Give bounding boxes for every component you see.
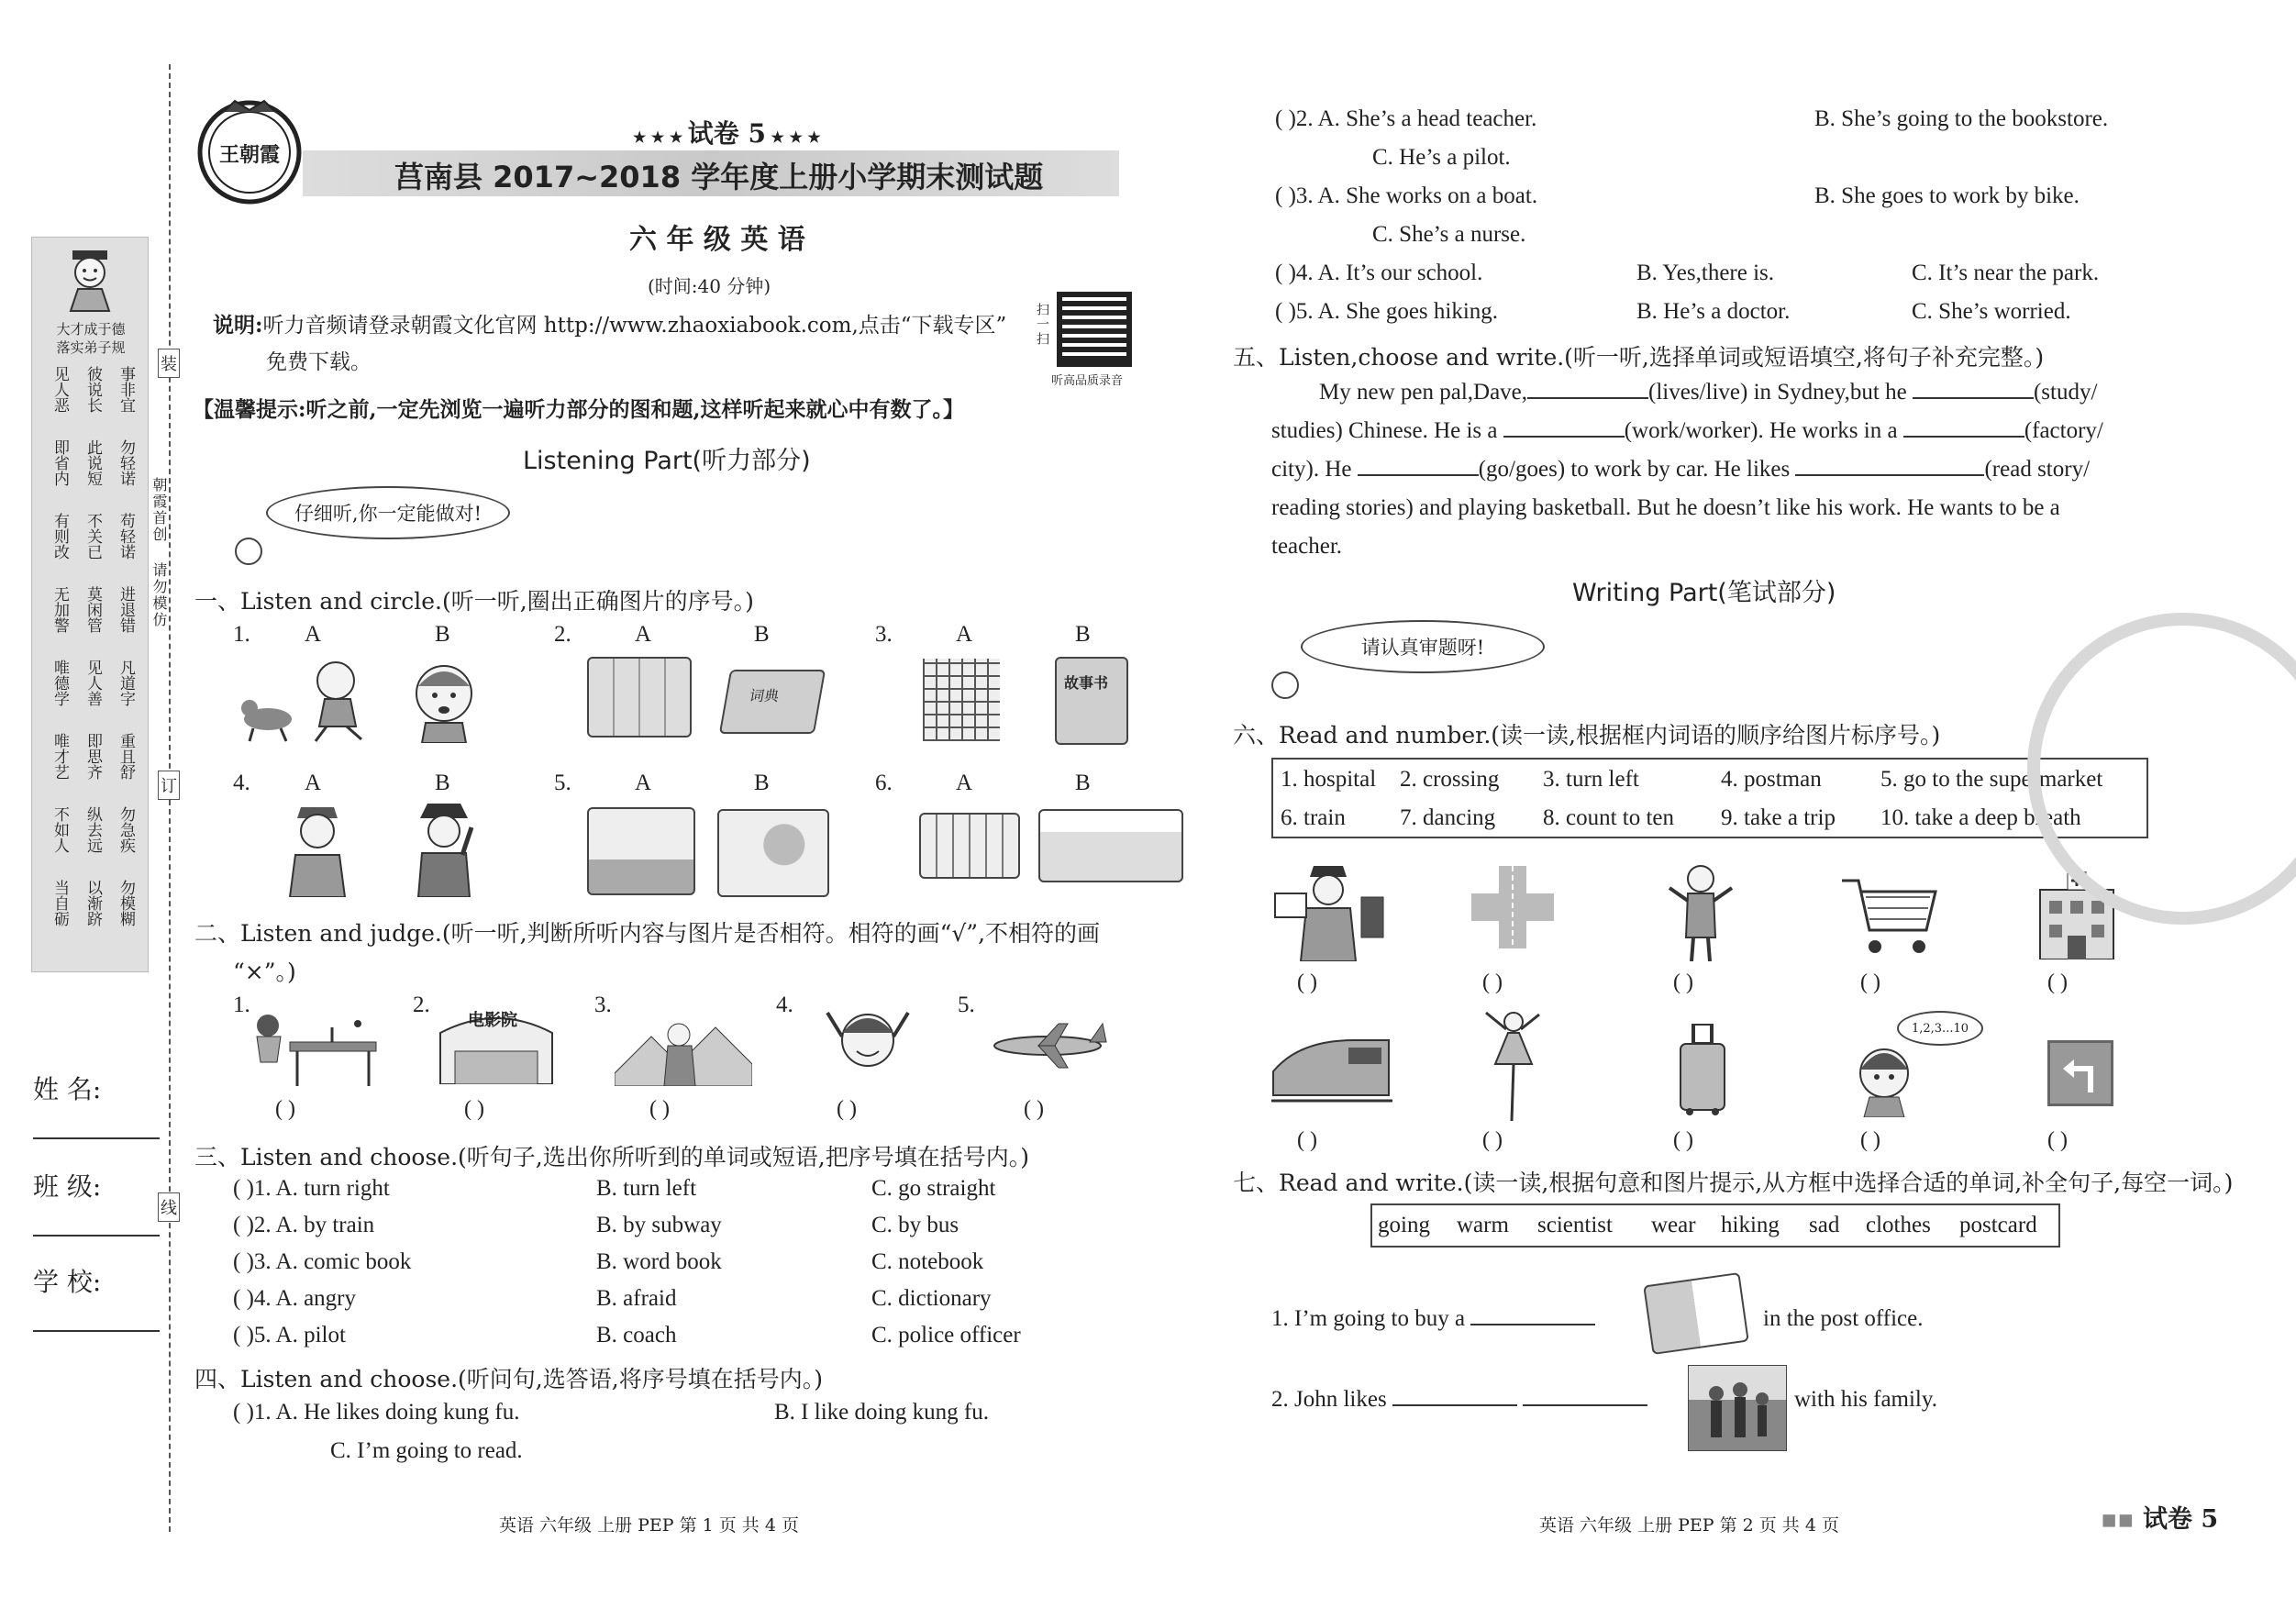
postcard-picture[interactable]	[1643, 1272, 1749, 1355]
encourage-bubble: 请认真审题呀!	[1301, 620, 1545, 673]
motto-text: 重且舒	[116, 733, 135, 780]
dancing-girl-picture[interactable]	[1481, 1007, 1545, 1126]
s7-q2: 2. John likes	[1271, 1387, 1647, 1413]
s7-word: sad	[1809, 1213, 1840, 1237]
motto-text: 以渐跻	[83, 880, 102, 926]
s1-b: B	[1075, 771, 1091, 795]
s2-answer-paren[interactable]: ( )	[464, 1097, 484, 1121]
motto-text: 勿急疾	[116, 806, 135, 853]
blank-input[interactable]	[1903, 436, 2024, 438]
postman-picture[interactable]	[1273, 860, 1389, 965]
street-buildings-picture[interactable]	[1038, 809, 1183, 882]
train-picture[interactable]	[1271, 1031, 1392, 1108]
s1-num: 2.	[554, 622, 571, 647]
angry-girl-picture[interactable]	[717, 809, 829, 897]
s7-q1-end: in the post office.	[1763, 1306, 1924, 1331]
s2-num: 4.	[776, 993, 793, 1017]
s6-answer-paren[interactable]: ( )	[2047, 970, 2068, 994]
s6-word: 10. take a deep breath	[1880, 805, 2081, 830]
woman-worker-picture[interactable]	[281, 800, 354, 901]
motto-text: 即省内	[50, 439, 69, 486]
s2-heading-cont: “×”。)	[233, 959, 296, 985]
s6-word: 4. postman	[1721, 767, 1822, 792]
comic-book-picture[interactable]	[587, 657, 692, 738]
name-field[interactable]	[33, 1070, 160, 1139]
s4-q4-b: B. Yes,there is.	[1636, 261, 1775, 285]
s4-q5-b: B. He’s a doctor.	[1636, 299, 1791, 324]
listening-part-title: Listening Part(听力部分)	[523, 447, 811, 475]
motto-text: 唯才艺	[50, 733, 69, 780]
s3-option-c: C. dictionary	[871, 1286, 992, 1311]
s7-q1: 1. I’m going to buy a	[1271, 1306, 1595, 1332]
blank-input[interactable]	[1358, 474, 1479, 476]
cinema-sign: 电影院	[468, 1011, 517, 1030]
s2-answer-paren[interactable]: ( )	[649, 1097, 670, 1121]
blank-input[interactable]	[1795, 474, 1984, 476]
blank-input[interactable]	[1503, 436, 1625, 438]
s6-answer-paren[interactable]: ( )	[1297, 1128, 1317, 1152]
s1-num: 3.	[875, 622, 893, 647]
s3-option-c: C. by bus	[871, 1213, 959, 1237]
s7-word: clothes	[1866, 1213, 1931, 1237]
cut-mark: 订	[158, 771, 180, 800]
time-note: (时间:40 分钟)	[648, 275, 771, 297]
listening-tip: 【温馨提示:听之前,一定先浏览一遍听力部分的图和题,这样听起来就心中有数了。】	[193, 397, 965, 422]
footer-right: 英语 六年级 上册 PEP 第 2 页 共 4 页	[1539, 1515, 1839, 1536]
s5-line: studies) Chinese. He is a (work/worker). He works in a (factory/	[1271, 418, 2103, 443]
police-officer-picture[interactable]	[407, 800, 481, 901]
storybook-label: 故事书	[1064, 674, 1109, 692]
s1-heading: 一、Listen and circle.(听一听,圈出正确图片的序号。)	[194, 588, 754, 615]
s2-answer-paren[interactable]: ( )	[275, 1097, 295, 1121]
class-field[interactable]	[33, 1167, 160, 1237]
count-thought-bubble: 1,2,3...10	[1897, 1011, 1983, 1046]
s2-num: 1.	[233, 993, 250, 1017]
crossing-picture[interactable]	[1471, 866, 1554, 952]
motto-panel	[31, 237, 149, 972]
subject-title: 六 年 级 英 语	[629, 224, 805, 256]
s7-word: wear	[1651, 1213, 1696, 1237]
s1-b: B	[1075, 622, 1091, 647]
s1-a: A	[635, 771, 652, 795]
s1-num: 4.	[233, 771, 250, 795]
s6-word: 9. take a trip	[1721, 805, 1836, 830]
s7-q2-end: with his family.	[1794, 1387, 1938, 1412]
paper-tag: ★ ★ ★ 试卷 5 ★ ★ ★	[633, 118, 821, 149]
motto-text: 当自砺	[50, 880, 69, 926]
writing-part-title: Writing Part(笔试部分)	[1572, 579, 1836, 607]
s3-option-b: B. coach	[596, 1323, 677, 1347]
s4-q4-a[interactable]: ( )4. A. It’s our school.	[1275, 261, 1483, 285]
s6-word: 3. turn left	[1543, 767, 1639, 792]
s1-a: A	[305, 622, 322, 647]
qr-side-label: 扫一扫	[1035, 303, 1049, 347]
qr-code[interactable]	[1057, 292, 1132, 367]
s6-word: 7. dancing	[1400, 805, 1496, 830]
s4-q5-a[interactable]: ( )5. A. She goes hiking.	[1275, 299, 1499, 324]
office-scene-picture[interactable]	[587, 807, 695, 895]
s4-q2-b: B. She’s going to the bookstore.	[1814, 106, 2109, 131]
happy-boy-picture[interactable]	[824, 1000, 912, 1092]
s5-heading: 五、Listen,choose and write.(听一听,选择单词或短语填空,将句子补充完整。)	[1233, 344, 2045, 371]
publisher-logo	[196, 99, 303, 205]
s4-q1-a[interactable]: ( )1. A. He likes doing kung fu.	[233, 1400, 520, 1425]
s1-b: B	[754, 622, 770, 647]
scared-boy-picture[interactable]	[407, 657, 481, 747]
motto-text: 事非宜	[116, 366, 135, 413]
shopping-cart-picture[interactable]	[1838, 875, 1941, 961]
motto-text: 纵去远	[83, 806, 102, 853]
copyright-warning: 朝霞首创 请勿模仿	[150, 477, 168, 628]
s4-q3-a[interactable]: ( )3. A. She works on a boat.	[1275, 183, 1538, 208]
s3-option-c: C. go straight	[871, 1176, 996, 1201]
s6-word: 1. hospital	[1281, 767, 1377, 792]
s3-row[interactable]: ( )5. A. pilot	[233, 1323, 346, 1347]
s5-line: teacher.	[1271, 534, 1343, 559]
s7-word: scientist	[1537, 1213, 1613, 1237]
s6-word: 2. crossing	[1400, 767, 1500, 792]
encourage-bubble: 仔细听,你一定能做对!	[266, 486, 510, 539]
s4-q2-a[interactable]: ( )2. A. She’s a head teacher.	[1275, 106, 1537, 131]
s7-word: hiking	[1721, 1213, 1780, 1237]
class-label: 班 级:	[33, 1171, 102, 1202]
motto-text: 见人善	[83, 660, 102, 706]
s3-row[interactable]: ( )1. A. turn right	[233, 1176, 390, 1201]
motto-text: 不关已	[83, 513, 102, 560]
s3-heading: 三、Listen and choose.(听句子,选出你所听到的单词或短语,把序号填在括号内。)	[194, 1144, 1029, 1170]
s3-option-c: C. notebook	[871, 1249, 984, 1274]
motto-text: 此说短	[83, 439, 102, 486]
instruction: 说明:听力音频请登录朝霞文化官网 http://www.zhaoxiabook.com,点击“下载专区”	[213, 313, 1007, 338]
motto-text: 有则改	[50, 513, 69, 560]
school-line[interactable]	[33, 1330, 160, 1332]
word-book-picture[interactable]	[719, 670, 826, 734]
s2-num: 2.	[413, 993, 430, 1017]
hiking-family-picture[interactable]	[1688, 1365, 1787, 1451]
motto-text: 凡道字	[116, 660, 135, 706]
dog-chasing-boy-picture[interactable]	[237, 657, 374, 747]
blank-input[interactable]	[1913, 397, 2034, 399]
name-line[interactable]	[33, 1137, 160, 1139]
motto-text: 勿轻诺	[116, 439, 135, 486]
s7-word: postcard	[1959, 1213, 2037, 1237]
motto-text: 不如人	[50, 806, 69, 853]
s3-option-c: C. police officer	[871, 1323, 1021, 1347]
s6-answer-paren[interactable]: ( )	[1673, 1128, 1693, 1152]
crossword-picture[interactable]	[923, 659, 1000, 741]
class-line[interactable]	[33, 1235, 160, 1237]
s2-num: 5.	[958, 993, 975, 1017]
cut-mark: 装	[158, 349, 180, 378]
s2-answer-paren[interactable]: ( )	[837, 1097, 857, 1121]
s5-line: My new pen pal,Dave, (lives/live) in Sydney,but he (study/	[1319, 380, 2098, 405]
counting-girl-picture[interactable]	[1851, 1037, 1924, 1121]
turn-left-sign-picture[interactable]	[2047, 1040, 2113, 1106]
s4-q1-b: B. I like doing kung fu.	[774, 1400, 990, 1425]
suitcase-picture[interactable]	[1677, 1024, 1728, 1119]
s6-word: 5. go to the supermarket	[1880, 767, 2103, 792]
cinema-picture[interactable]	[435, 1005, 558, 1084]
s4-q1-c: C. I’m going to read.	[330, 1438, 523, 1463]
motto-text: 唯德学	[50, 660, 69, 706]
mountain-climber-picture[interactable]	[615, 1009, 752, 1090]
s4-heading: 四、Listen and choose.(听问句,选答语,将序号填在括号内。)	[194, 1366, 823, 1392]
footer-left: 英语 六年级 上册 PEP 第 1 页 共 4 页	[499, 1515, 799, 1536]
s4-q3-b: B. She goes to work by bike.	[1814, 183, 2080, 208]
s6-answer-paren[interactable]: ( )	[2047, 1128, 2068, 1152]
motto-text: 即思齐	[83, 733, 102, 780]
s3-option-b: B. by subway	[596, 1213, 722, 1237]
s5-line: reading stories) and playing basketball. But he doesn’t like his work. He wants to be a	[1271, 495, 2060, 520]
s6-answer-paren[interactable]: ( )	[1673, 970, 1693, 994]
s4-q2-c: C. He’s a pilot.	[1372, 145, 1511, 170]
blank-input[interactable]	[1470, 1324, 1595, 1325]
s1-a: A	[956, 622, 973, 647]
s4-q3-c: C. She’s a nurse.	[1372, 222, 1526, 247]
s3-row[interactable]: ( )4. A. angry	[233, 1286, 356, 1311]
motto-text: 无加警	[50, 586, 69, 633]
s2-answer-paren[interactable]: ( )	[1024, 1097, 1044, 1121]
motto-text: 苟轻诺	[116, 513, 135, 560]
s6-answer-paren[interactable]: ( )	[1860, 970, 1880, 994]
s1-b: B	[754, 771, 770, 795]
s6-answer-paren[interactable]: ( )	[1482, 970, 1503, 994]
s6-answer-paren[interactable]: ( )	[1482, 1128, 1503, 1152]
s6-word: 8. count to ten	[1543, 805, 1675, 830]
smiley-icon	[1271, 671, 1299, 699]
ping-pong-picture[interactable]	[240, 1009, 378, 1090]
instruction-line2: 免费下载。	[266, 350, 372, 374]
s6-answer-paren[interactable]: ( )	[1297, 970, 1317, 994]
s3-option-b: B. turn left	[596, 1176, 697, 1201]
s5-line: city). He (go/goes) to work by car. He likes (read story/	[1271, 457, 2091, 482]
corner-tag: ▪▪ 试卷 5	[2101, 1505, 2219, 1534]
logo-text: 王朝霞	[218, 143, 280, 167]
s3-option-b: B. word book	[596, 1249, 722, 1274]
s7-word: warm	[1457, 1213, 1509, 1237]
s4-q4-c: C. It’s near the park.	[1912, 261, 2100, 285]
supermarket-picture[interactable]	[919, 813, 1020, 879]
s2-num: 3.	[594, 993, 612, 1017]
motto-text: 勿模糊	[116, 880, 135, 926]
airplane-picture[interactable]	[989, 1018, 1108, 1077]
cut-mark: 线	[158, 1192, 180, 1222]
s1-a: A	[305, 771, 322, 795]
s7-word: going	[1378, 1213, 1430, 1237]
motto-text: 莫闲管	[83, 586, 102, 633]
qr-caption: 听高品质录音	[1051, 374, 1124, 388]
s3-option-b: B. afraid	[596, 1286, 677, 1311]
blank-input[interactable]	[1392, 1404, 1517, 1406]
s6-word: 6. train	[1281, 805, 1346, 830]
storybook-picture[interactable]	[1055, 657, 1128, 745]
smiley-icon	[235, 538, 262, 565]
school-label: 学 校:	[33, 1267, 102, 1297]
s1-num: 1.	[233, 622, 250, 647]
s1-a: A	[635, 622, 652, 647]
s1-a: A	[956, 771, 973, 795]
motto-grid	[39, 366, 142, 962]
s7-heading: 七、Read and write.(读一读,根据句意和图片提示,从方框中选择合适的单词,补全句子,每空一词。)	[1233, 1170, 2234, 1196]
page-title: 莒南县 2017~2018 学年度上册小学期末测试题	[394, 160, 1044, 194]
s3-row[interactable]: ( )3. A. comic book	[233, 1249, 412, 1274]
s6-heading: 六、Read and number.(读一读,根据框内词语的顺序给图片标序号。)	[1233, 722, 1941, 749]
s2-heading: 二、Listen and judge.(听一听,判断所听内容与图片是否相符。相符的画“√”,不相符的画	[194, 920, 1101, 947]
s6-answer-paren[interactable]: ( )	[1860, 1128, 1880, 1152]
motto-text: 见人恶	[50, 366, 69, 413]
s1-b: B	[435, 622, 450, 647]
s1-num: 6.	[875, 771, 893, 795]
s4-q5-c: C. She’s worried.	[1912, 299, 2071, 324]
cartoon-scholar-icon	[60, 249, 120, 316]
s1-b: B	[435, 771, 450, 795]
blank-input[interactable]	[1523, 1404, 1647, 1406]
deep-breath-woman-picture[interactable]	[1658, 860, 1741, 965]
school-field[interactable]	[33, 1262, 160, 1332]
blank-input[interactable]	[1527, 397, 1648, 399]
name-label: 姓 名:	[33, 1074, 102, 1104]
motto-text: 进退错	[116, 586, 135, 633]
motto-text: 彼说长	[83, 366, 102, 413]
word-book-label: 词典	[748, 687, 781, 704]
motto-header: 大才成于德 落实弟子规	[56, 321, 126, 356]
s3-row[interactable]: ( )2. A. by train	[233, 1213, 375, 1237]
s1-num: 5.	[554, 771, 571, 795]
